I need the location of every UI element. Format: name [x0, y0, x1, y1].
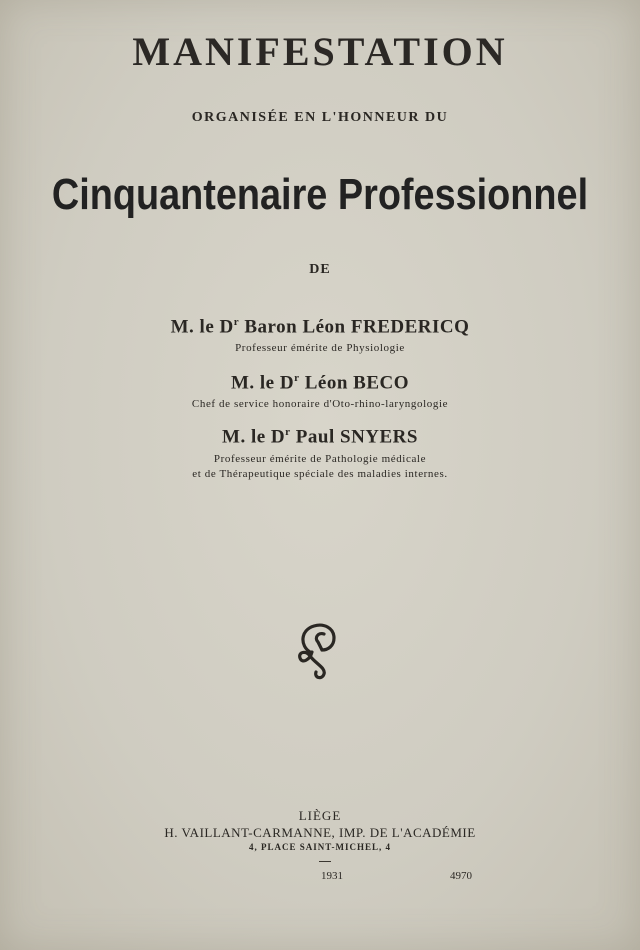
honoree-title-line: Professeur émérite de Physiologie	[235, 342, 405, 354]
connector-text: DE	[309, 262, 331, 277]
document-subtitle: ORGANISÉE EN L'HONNEUR DU	[191, 110, 449, 125]
honoree-title-snyers	[0, 452, 640, 482]
honoree-name-beco	[0, 372, 640, 394]
honoree-prefix: M. le D	[222, 426, 286, 448]
document-headline: Cinquantenaire Professionnel	[51, 170, 589, 219]
honoree-prefix-sup: r	[233, 316, 240, 328]
honoree-title-line: Professeur émérite de Pathologie médicale	[213, 453, 427, 465]
imprint-year: 1931	[321, 870, 343, 882]
imprint-printer: H. VAILLANT-CARMANNE, IMP. DE L'ACADÉMIE	[164, 825, 476, 840]
honoree-title-beco	[0, 397, 640, 412]
honoree-title-line: et de Thérapeutique spéciale des maladies internes.	[192, 468, 448, 480]
imprint-number: 4970	[450, 870, 472, 882]
imprint-city: LIÈGE	[298, 808, 342, 823]
honoree-name-fredericq	[0, 316, 640, 338]
document-title: MANIFESTATION	[132, 29, 508, 74]
honoree-prefix-sup: r	[294, 372, 300, 384]
imprint-address: 4, PLACE SAINT-MICHEL, 4	[249, 842, 391, 852]
honoree-name-snyers	[0, 426, 640, 448]
honoree-prefix-sup: r	[285, 426, 291, 438]
honoree-prefix: M. le D	[170, 316, 234, 338]
imprint-rule	[319, 861, 331, 862]
honoree-name: Paul SNYERS	[295, 426, 418, 448]
printer-ornament-icon	[290, 612, 354, 682]
honoree-name: Léon BECO	[304, 372, 410, 394]
honoree-title-line: Chef de service honoraire d'Oto-rhino-laryngologie	[191, 398, 449, 410]
honoree-prefix: M. le D	[230, 372, 295, 394]
honoree-title-fredericq	[0, 341, 640, 356]
honoree-name: Baron Léon FREDERICQ	[244, 316, 470, 338]
